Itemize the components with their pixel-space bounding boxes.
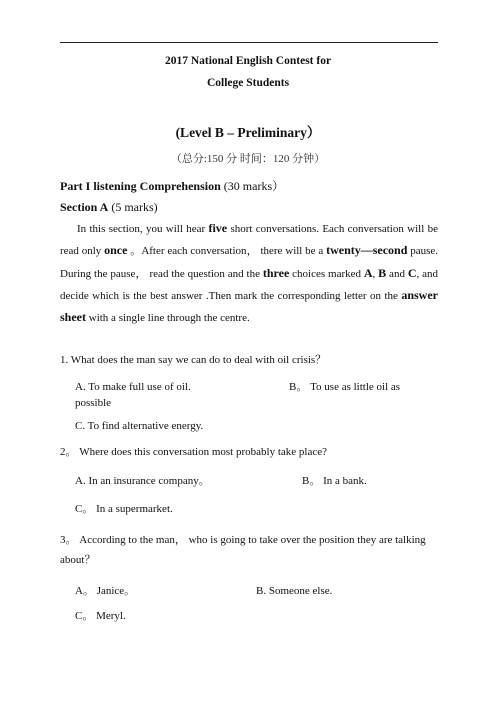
part-marks: (30 marks） xyxy=(220,179,285,193)
level-heading: (Level B – Preliminary） xyxy=(175,125,321,140)
section-instructions xyxy=(60,218,438,329)
part-title: Part I listening Comprehension xyxy=(60,179,221,193)
question-1-option-b-line1: B。 To use as little oil as xyxy=(289,381,401,393)
question-3-stem: 3。 According to the man， who is going to take over the position they are talking about？ xyxy=(60,534,426,566)
section-title: Section A xyxy=(60,200,109,214)
instr-emph: once xyxy=(104,243,128,258)
question-3-option-a: A。 Janice。 xyxy=(75,585,136,597)
question-3-option-b: B. Someone else. xyxy=(256,585,333,597)
question-1-option-c: C. To find alternative energy. xyxy=(75,420,204,432)
instr-emph: five xyxy=(208,221,228,235)
instr-emph: C xyxy=(407,265,417,280)
question-2-option-b: B。 In a bank. xyxy=(302,475,367,487)
instr-emph: B xyxy=(378,265,387,280)
instr-text: with a single line through the centre. xyxy=(86,312,250,325)
instr-emph: three xyxy=(262,265,290,280)
part-heading xyxy=(60,177,284,194)
instr-text: pause. During the pause， read the question and the xyxy=(60,245,439,280)
question-1-stem: 1. What does the man say we can do to deal with oil crisis？ xyxy=(60,354,327,366)
section-marks: (5 marks) xyxy=(108,200,158,214)
instr-text: , xyxy=(372,267,379,280)
header-rule xyxy=(60,42,438,43)
instr-text: In this section, you will hear xyxy=(77,223,209,235)
question-2-stem: 2。 Where does this conversation most probably take place? xyxy=(60,446,327,458)
question-1-option-b-line2: possible xyxy=(75,397,112,409)
question-3-option-c: C。 Meryl. xyxy=(75,610,126,622)
instr-emph: A xyxy=(363,265,373,280)
instr-text: choices marked xyxy=(289,267,364,280)
instr-emph: answer sheet xyxy=(60,287,438,325)
instr-text: 。After each conversation， there will be a xyxy=(127,245,327,258)
instr-text: , and decide which is the best answer .Then mark the corresponding letter on the xyxy=(60,267,439,302)
contest-title-line2: College Students xyxy=(206,77,290,89)
question-1-option-a: A. To make full use of oil. xyxy=(75,381,191,393)
question-2-option-a: A. In an insurance company。 xyxy=(75,475,210,487)
score-time-line: （总分:150 分 时间：120 分钟） xyxy=(170,153,326,165)
instr-emph: twenty—second xyxy=(326,243,408,258)
section-heading xyxy=(60,200,158,215)
question-2-option-c: C。 In a supermarket. xyxy=(75,503,173,515)
instr-text: short conversations. Each conversation will be read only xyxy=(60,223,438,258)
instr-text: and xyxy=(386,267,408,280)
contest-title-line1: 2017 National English Contest for xyxy=(164,55,332,67)
